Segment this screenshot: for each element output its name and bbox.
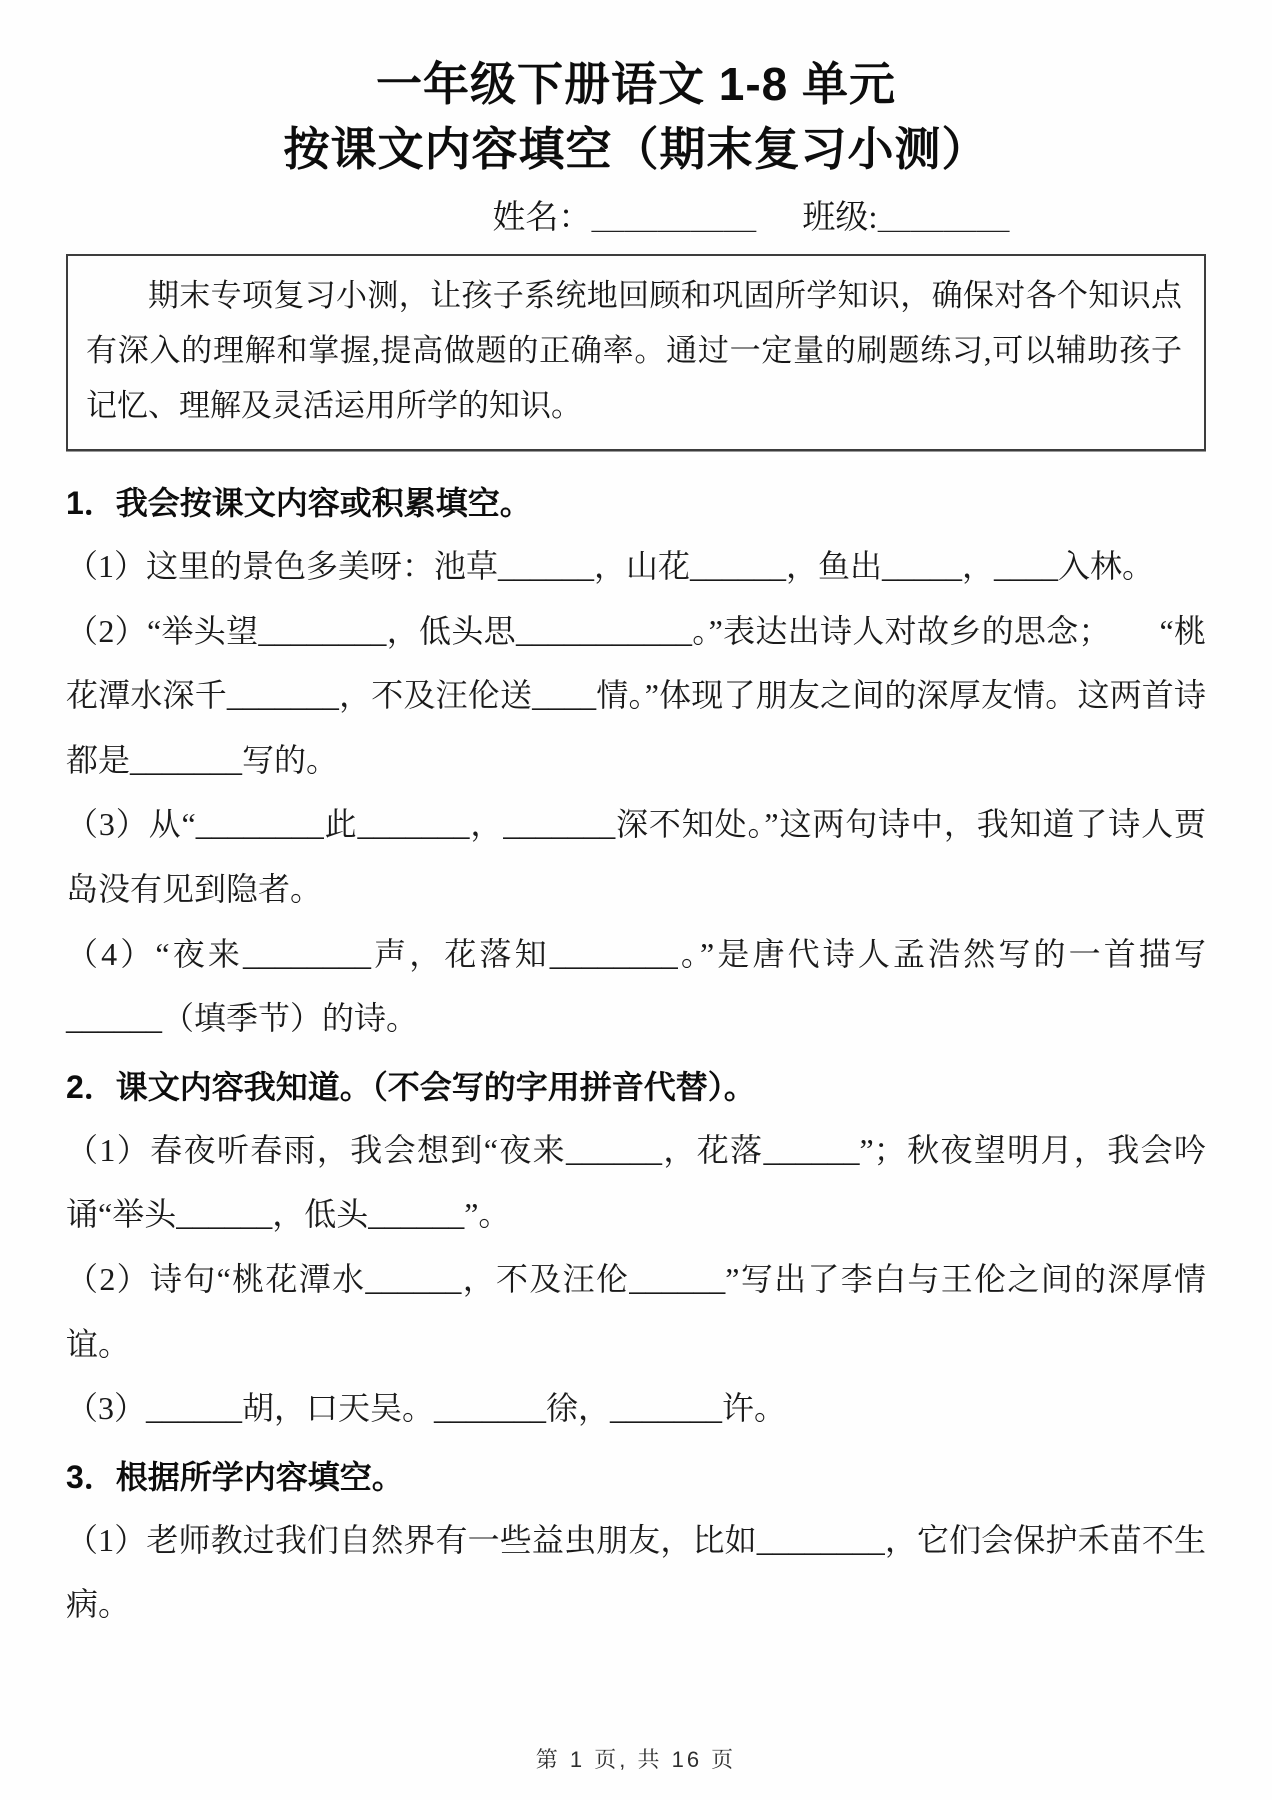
name-label: 姓名： (492, 199, 592, 236)
section-1-heading: 1．我会按课文内容或积累填空。 (66, 485, 532, 522)
intro-text: 期末专项复习小测，让孩子系统地回顾和巩固所学知识，确保对各个知识点有深入的理解和掌握,提高做题的正确率。通过一定量的刷题练习,可以辅助孩子记忆、理解及灵活运用所学的知识。 (86, 277, 1182, 423)
question-1-1: （1）这里的景色多美呀：池草______，山花______，鱼出_____，____入林。 (66, 547, 1155, 584)
question-1-3: （3）从“________此_______，_______深不知处。”这两句诗中，我知道了诗人贾岛没有见到隐者。 (66, 806, 1206, 908)
title-line-1: 一年级下册语文 1-8 单元 (375, 58, 897, 110)
question-2-1: （1）春夜听春雨，我会想到“夜来______，花落______”；秋夜望明月，我会吟诵“举头______，低头______”。 (66, 1131, 1206, 1233)
intro-box (66, 254, 1206, 452)
name-blank-field: ＿＿＿＿＿ (591, 199, 757, 236)
title-line-2: 按课文内容填空（期末复习小测） (283, 123, 989, 176)
worksheet-body (66, 473, 1206, 1637)
section-3-heading: 3．根据所学内容填空。 (66, 1458, 404, 1495)
question-2-3: （3）______胡，口天吴。_______徐，_______许。 (66, 1390, 787, 1427)
section-2-heading: 2．课文内容我知道。（不会写的字用拼音代替）。 (66, 1068, 756, 1105)
name-class-line (66, 191, 1206, 238)
class-label: 班级: (802, 199, 878, 236)
question-1-2: （2）“举头望________，低头思___________。”表达出诗人对故乡的思念； “桃花潭水深千_______，不及汪伦送____情。”体现了朋友之间的深厚友情。这两首诗都是_______写的。 (66, 612, 1206, 778)
page-number: 第 1 页, 共 16 页 (535, 1747, 737, 1772)
question-1-4: （4）“夜来________声，花落知________。”是唐代诗人孟浩然写的一首描写______（填季节）的诗。 (66, 935, 1206, 1037)
question-2-2: （2）诗句“桃花潭水______，不及汪伦______”写出了李白与王伦之间的深厚情谊。 (66, 1260, 1206, 1362)
worksheet-title (66, 52, 1206, 183)
class-blank-field: ＿＿＿＿ (877, 199, 1010, 236)
question-3-1: （1）老师教过我们自然界有一些益虫朋友，比如________，它们会保护禾苗不生病。 (66, 1521, 1206, 1623)
